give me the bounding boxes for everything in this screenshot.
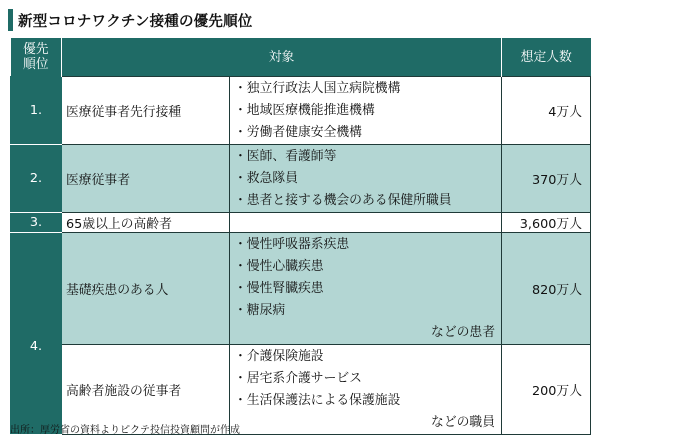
row-group: 医療従事者 <box>62 145 230 213</box>
row-number: 1. <box>11 77 62 145</box>
row-items <box>230 233 502 345</box>
table-row <box>11 77 591 145</box>
row-items <box>230 77 502 145</box>
header-target: 対象 <box>62 38 502 77</box>
list-item: ・医師、看護師等 <box>234 148 337 164</box>
title-area <box>8 8 252 32</box>
list-item: ・生活保護法による保護施設 <box>234 393 401 408</box>
table-row <box>11 213 591 233</box>
items-suffix: などの職員 <box>431 415 495 430</box>
row-items <box>230 345 502 435</box>
row-items <box>230 145 502 213</box>
list-item: ・慢性呼吸器系疾患 <box>234 237 350 252</box>
row-group: 65歳以上の高齢者 <box>62 213 230 233</box>
list-item: ・介護保険施設 <box>234 349 324 364</box>
row-count: 3,600万人 <box>502 213 591 233</box>
page-title: 新型コロナワクチン接種の優先順位 <box>18 13 253 30</box>
table-row <box>11 145 591 213</box>
list-item: ・慢性腎臓疾患 <box>234 281 324 296</box>
source-note: 出所：厚労省の資料よりピクテ投信投資顧問が作成 <box>10 425 240 436</box>
row-count: 4万人 <box>502 77 591 145</box>
table-header-row <box>11 38 591 77</box>
list-item: ・患者と接する機会のある保健所職員 <box>234 192 452 208</box>
header-priority: 優先 順位 <box>11 38 62 77</box>
list-item: ・独立行政法人国立病院機構 <box>234 80 401 96</box>
header-count: 想定人数 <box>502 38 591 77</box>
row-group: 高齢者施設の従事者 <box>62 345 230 435</box>
list-item: ・糖尿病 <box>234 303 286 318</box>
row-number: 2. <box>11 145 62 213</box>
title-accent-bar <box>8 9 13 31</box>
row-number: 3. <box>11 213 62 233</box>
row-count: 200万人 <box>502 345 591 435</box>
table-row <box>11 233 591 345</box>
row-items-empty <box>230 213 502 233</box>
row-group: 医療従事者先行接種 <box>62 77 230 145</box>
items-suffix: などの患者 <box>431 325 495 340</box>
row-count: 370万人 <box>502 145 591 213</box>
row-group: 基礎疾患のある人 <box>62 233 230 345</box>
list-item: ・地域医療機能推進機構 <box>234 102 375 118</box>
priority-table <box>10 38 591 435</box>
list-item: ・慢性心臓疾患 <box>234 259 324 274</box>
row-number: 4. <box>11 233 62 435</box>
row-count: 820万人 <box>502 233 591 345</box>
list-item: ・救急隊員 <box>234 170 298 186</box>
list-item: ・労働者健康安全機構 <box>234 124 362 140</box>
list-item: ・居宅系介護サービス <box>234 371 362 386</box>
